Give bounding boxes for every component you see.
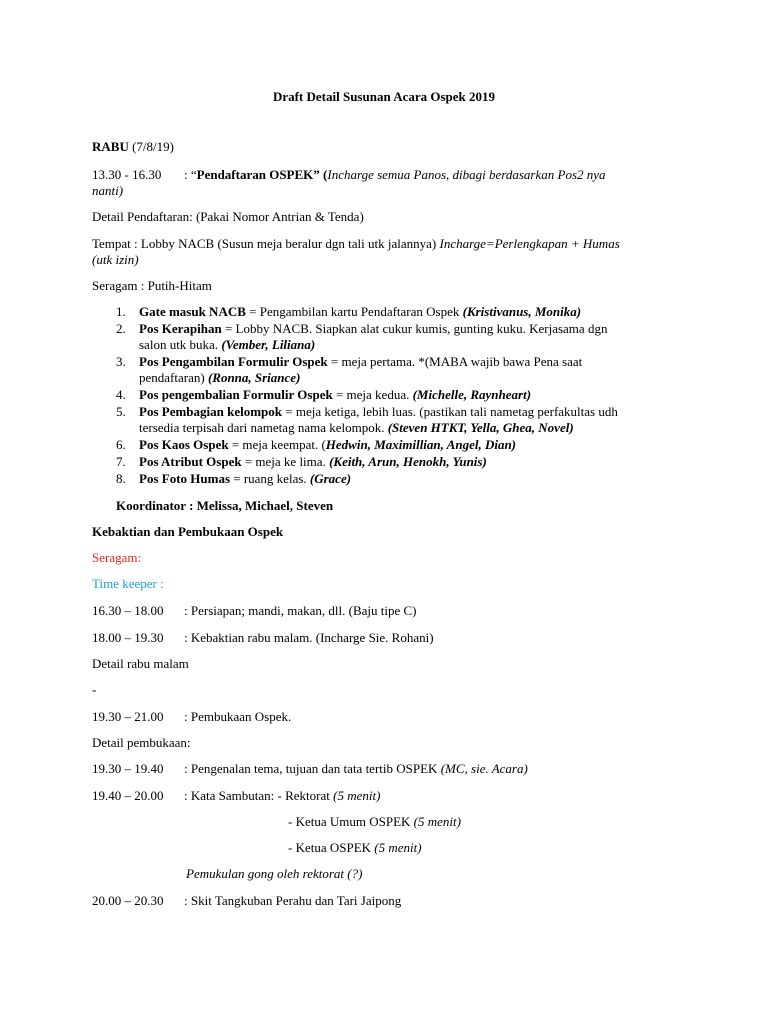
schedule-time: 16.30 – 18.00 — [92, 603, 164, 618]
pos-desc-cont: pendaftaran) — [139, 370, 208, 385]
pos-name: Gate masuk NACB — [139, 304, 246, 319]
pos-desc: = meja keempat. ( — [228, 437, 326, 452]
pendaftaran-note-cont: nanti) — [92, 183, 124, 198]
sambutan-row — [92, 787, 380, 804]
day-label: RABU — [92, 139, 129, 154]
tempat-text: Tempat : Lobby NACB (Susun meja beralur dgn tali utk jalannya) — [92, 236, 440, 251]
schedule-text: : Kebaktian rabu malam. (Incharge Sie. Rohani) — [184, 630, 434, 645]
sambutan-item-text: - Ketua Umum OSPEK — [288, 814, 414, 829]
pos-name: Pos Kaos Ospek — [139, 437, 229, 452]
pos-name: Pos Kerapihan — [139, 321, 222, 336]
pendaftaran-name: Pendaftaran OSPEK” — [196, 167, 320, 182]
list-item-number: 8. — [116, 471, 126, 486]
list-item — [139, 387, 531, 403]
list-item-cont — [139, 370, 300, 386]
pos-desc: = meja pertama. *(MABA wajib bawa Pena saat — [327, 354, 583, 369]
koordinator-line: Koordinator : Melissa, Michael, Steven — [116, 498, 334, 513]
schedule-time: 19.40 – 20.00 — [92, 788, 164, 803]
pos-people: (Michelle, Raynheart) — [412, 387, 532, 402]
skit-row — [92, 892, 401, 909]
list-item-number: 7. — [116, 454, 126, 469]
sambutan-item-text: - Ketua OSPEK — [288, 840, 375, 855]
pos-desc-cont: tersedia terpisah dari nametag nama kelompok. — [139, 420, 388, 435]
schedule-text: : Persiapan; mandi, makan, dll. (Baju tipe C) — [184, 603, 417, 618]
seragam-pendaftaran: Seragam : Putih-Hitam — [92, 278, 212, 293]
pos-name: Pos pengembalian Formulir Ospek — [139, 387, 333, 402]
day-heading — [92, 138, 174, 155]
list-item — [139, 321, 607, 337]
detail-pendaftaran: Detail Pendaftaran: (Pakai Nomor Antrian & Tenda) — [92, 209, 364, 224]
pos-name: Pos Foto Humas — [139, 471, 230, 486]
document-title: Draft Detail Susunan Acara Ospek 2019 — [272, 89, 496, 104]
timekeeper-label: Time keeper : — [92, 576, 164, 591]
schedule-time: 19.30 – 21.00 — [92, 709, 164, 724]
pos-name: Pos Pembagian kelompok — [139, 404, 283, 419]
list-item — [139, 404, 618, 420]
pos-desc: = Pengambilan kartu Pendaftaran Ospek — [245, 304, 463, 319]
list-item-number: 2. — [116, 321, 126, 336]
list-item-number: 5. — [116, 404, 126, 419]
list-item — [139, 454, 487, 470]
pengenalan-row — [92, 760, 528, 777]
pendaftaran-sep: : “ — [184, 167, 197, 182]
tempat-line — [92, 235, 620, 252]
schedule-text: : Pembukaan Ospek. — [184, 709, 292, 724]
list-item — [139, 354, 582, 370]
pos-people: (Grace) — [309, 471, 352, 486]
sambutan-item-note: (5 menit) — [413, 814, 461, 829]
schedule-row — [92, 629, 434, 646]
pos-people: (Steven HTKT, Yella, Ghea, Novel) — [387, 420, 574, 435]
list-item — [139, 437, 516, 453]
list-item-cont — [139, 420, 574, 436]
list-item-number: 3. — [116, 354, 126, 369]
pendaftaran-note: Incharge semua Panos, dibagi berdasarkan Pos2 nya — [327, 167, 606, 182]
schedule-row — [92, 602, 417, 619]
list-item — [139, 304, 581, 320]
schedule-note: (MC, sie. Acara) — [440, 761, 528, 776]
pos-desc-cont: salon utk buka. — [139, 337, 222, 352]
list-item — [139, 471, 351, 487]
seragam-label: Seragam: — [92, 550, 142, 565]
schedule-note: (5 menit) — [333, 788, 381, 803]
pos-desc: = meja ketiga, lebih luas. (pastikan tali nametag perfakultas udh — [282, 404, 618, 419]
pos-name: Pos Pengambilan Formulir Ospek — [139, 354, 328, 369]
sambutan-item — [288, 813, 461, 830]
pos-desc: = ruang kelas. — [230, 471, 310, 486]
pos-people: Hedwin, Maximillian, Angel, Dian) — [325, 437, 517, 452]
pos-desc: = meja ke lima. — [241, 454, 330, 469]
schedule-text: : Kata Sambutan: - Rektorat — [184, 788, 334, 803]
pos-name: Pos Atribut Ospek — [139, 454, 242, 469]
schedule-time: 19.30 – 19.40 — [92, 761, 164, 776]
schedule-text: : Pengenalan tema, tujuan dan tata tertib OSPEK — [184, 761, 441, 776]
schedule-time: 20.00 – 20.30 — [92, 893, 164, 908]
day-date: (7/8/19) — [132, 139, 174, 154]
gong-note: Pemukulan gong oleh rektorat (?) — [186, 866, 363, 881]
tempat-incharge: Incharge=Perlengkapan + Humas — [439, 236, 620, 251]
sambutan-item-note: (5 menit) — [374, 840, 422, 855]
schedule-time: 18.00 – 19.30 — [92, 630, 164, 645]
pendaftaran-time: 13.30 - 16.30 — [92, 167, 162, 182]
tempat-incharge-cont: (utk izin) — [92, 252, 139, 267]
detail-pembukaan: Detail pembukaan: — [92, 735, 191, 750]
list-item-cont — [139, 337, 315, 353]
pos-desc: = Lobby NACB. Siapkan alat cukur kumis, gunting kuku. Kerjasama dgn — [221, 321, 608, 336]
pos-people: (Vember, Liliana) — [221, 337, 316, 352]
pos-people: (Keith, Arun, Henokh, Yunis) — [329, 454, 487, 469]
dash-bullet: - — [92, 682, 97, 697]
sambutan-item — [288, 839, 422, 856]
pendaftaran-paren: ( — [319, 167, 328, 182]
pos-desc: = meja kedua. — [332, 387, 413, 402]
pembukaan-row — [92, 708, 291, 725]
detail-rabu-malam: Detail rabu malam — [92, 656, 189, 671]
schedule-text: : Skit Tangkuban Perahu dan Tari Jaipong — [184, 893, 402, 908]
pos-people: (Ronna, Sriance) — [207, 370, 301, 385]
list-item-number: 1. — [116, 304, 126, 319]
list-item-number: 6. — [116, 437, 126, 452]
list-item-number: 4. — [116, 387, 126, 402]
pos-people: (Kristivanus, Monika) — [462, 304, 582, 319]
pendaftaran-line — [92, 166, 606, 183]
kebaktian-heading: Kebaktian dan Pembukaan Ospek — [92, 524, 284, 539]
